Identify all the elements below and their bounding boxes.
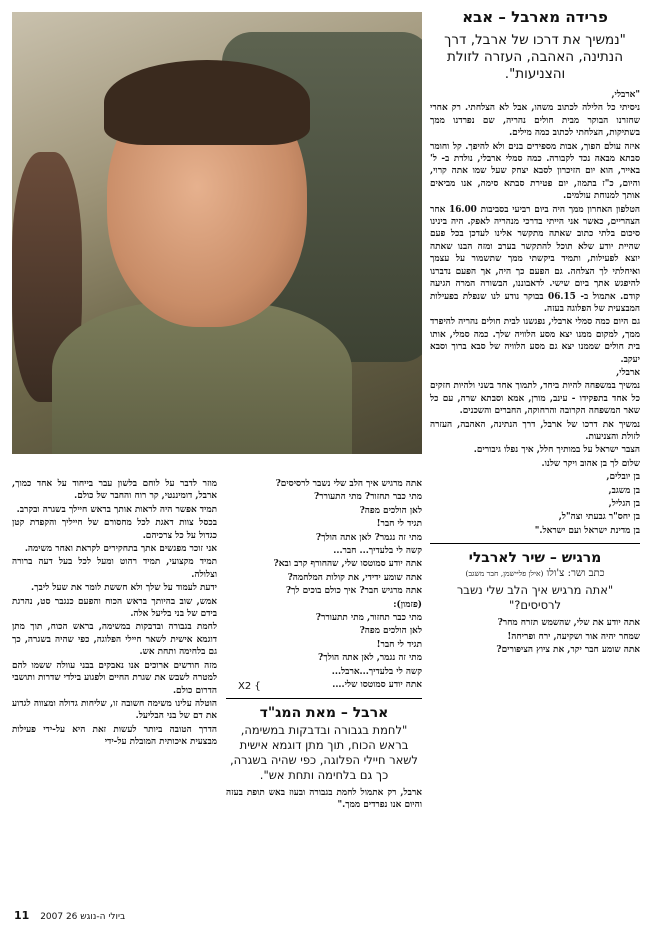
- unit-paragraph: ידעת לעמוד על שלך ולא חששת לומר את שעל ליבך.: [31, 583, 217, 594]
- unit-paragraph: מוזר לדבר על לוחם בלשון עבר בייחוד על אחד כמוך, ארבל, דומיננטי, קר רוח והחבר של כולם.: [12, 479, 217, 502]
- song-lines-middle: [226, 478, 422, 692]
- song-line: אתה יודע את שלי, שהשמש תזרח מחר?: [497, 618, 640, 629]
- unit-paragraph: אמש, שוב בהיותך בראש הכוח והפעם כנגבר סט, נהרגת בידם של בני בליעל אלה.: [12, 596, 217, 620]
- unit-body-left: [12, 478, 217, 749]
- unit-title: ארבל – מאת המג"ד: [259, 704, 389, 721]
- unit-paragraph: הוטלה עלינו משימה חשובה זו, שליחות גדולה ומצווה לגדוע את דם של בני הבליעל.: [12, 698, 217, 722]
- separator: [226, 698, 422, 699]
- unit-paragraph: הדרך הטובה ביותר לעשות זאת היא על-ידי פעילות מבצעית איכותית המובלת על-ידי: [12, 724, 217, 748]
- article-paragraph: בן משגב,: [608, 485, 640, 496]
- article-column-right: [430, 8, 640, 657]
- song-byline: [430, 568, 640, 579]
- article-column-left: [12, 478, 217, 750]
- article-paragraph: נמשיך במשפחה להיות ביחד, לתמוך אחד בשני ולהיות חזקים כל אחד בתפקידו - עינב, מורן, אמא וסבתא שרה, עם כל שאר המשפחה הקרובה והרחוקה, החברים והשכנים.: [430, 381, 640, 417]
- article-paragraph: "ארבלי,: [611, 90, 640, 100]
- hair-shape: [104, 60, 310, 145]
- song-line: קשה לי בלעדיך... חבר...: [333, 546, 422, 557]
- song-line: לאן הולכים מפה?: [359, 505, 422, 516]
- song-line: לאן הולכים מפה?: [359, 626, 422, 637]
- song-lines-right: [430, 617, 640, 656]
- article-paragraph: ניסיתי כל הלילה לכתוב משהו, אבל לא הצלחתי. רק אחרי שחזרנו הבוקר מבית חולים נהריה, שם נפרדנו ממך בשתיקות, הצלחתי לכתוב כמה מילים.: [430, 103, 640, 139]
- song-line: (פזמון):: [393, 599, 422, 610]
- article-paragraph: שלום לך בן אהוב ויקר שלנו.: [541, 458, 640, 469]
- article-column-middle: [226, 478, 422, 812]
- separator: [430, 543, 640, 544]
- song-byline-main: כתב ושר: צ'ולו: [546, 568, 605, 580]
- article-paragraph: בן יובלים,: [606, 472, 640, 483]
- unit-paragraph: לחמת בגבורה ובדבקות במשימה, בראש הכוח, תוך מתן דוגמא אישית לשאר חיילי הפלוגה, כפי שהיה בשגרה, כך גם בלחימה ותחת אש.: [12, 622, 217, 658]
- unit-paragraph: תמיד מקצועי, תמיד רהוט ומעל לכל בעל דעה ברורה וצלולה.: [12, 557, 217, 580]
- song-title: מרגיש – שיר לארבלי: [468, 550, 602, 567]
- unit-body-middle: [226, 787, 422, 812]
- repeat-mark: X2 {: [238, 681, 261, 692]
- unit-paragraph: אני זוכר מפגשים אתך בתחקירים לקראת ואחר משימה.: [24, 544, 217, 555]
- song-line: שמחר יהיה אור ושקיעה, ירח ופריחה!: [507, 631, 640, 642]
- article-paragraph: בן יחס"ר גבעתי וצה"ל,: [558, 512, 640, 523]
- page-number: 11: [14, 909, 30, 922]
- song-line: תגיד לי חבר!: [376, 519, 422, 530]
- page-footer: [14, 909, 125, 922]
- song-line: אתה מרגיש חבר? איך כולם בוכים לך?: [285, 586, 422, 597]
- article-paragraph: הצבר ישראל על במותיך חלל, איך נפלו גיבורים.: [473, 445, 640, 456]
- song-line: אתה שומע חבר יקר, את ציוץ הציפורים?: [496, 645, 640, 656]
- song-line: מתי זה נגמר, לאן אתה הולך?: [318, 653, 422, 664]
- article-paragraph: איזה עולם הפוך, אבות מספידים בנים ולא להיפך. קל וחומר סבתא מבאה נכד לקבורה. כמה סמלי ארבלי, נולדת ב- ל' באייר, הוא יום הזיכרון לסבא יצחק שעל שמו אתה קרוי, והיום, כ"ז בתמוז, יום פטירת סבתא סימה, אנו מביאים אותך למנוחת עולמים.: [430, 141, 640, 202]
- footer-publication: ה-נוגש: [80, 912, 106, 922]
- article-paragraph: בן מדינת ישראל ועם ישראל.": [534, 525, 640, 536]
- song-line: אתה שומע ידידי, את קולות המלחמה?: [287, 572, 422, 583]
- article-title: פרידה מארבל – אבא: [462, 8, 608, 26]
- article-paragraph: בן הגליל,: [608, 499, 640, 509]
- song-line: אתה יודע סמוטסו שלי, שהחורף קרב ובא?: [273, 559, 422, 570]
- article-paragraph: הטלפון האחרון ממך היה ביום רביעי בסביבות 16.00 אחר הצהריים, כאשר אני הייתי בדרכי מנהריה לאפק. היה בינינו סיכום בלתי כתוב שאתה מתקשר אלינו לעדכן בכל פעם שהיית יודע שלא תוכל להתקשר בערב ומזה הבנו שאתה יוצא לפעילות, ותמיד ביקשתי ממך שתשמור על עצמך ואיחלתי לך הצלחה. גם הפעם כך היה, אך הפעם נדברנו להיפגש אתך ביום שישי. לדאבוננו, הבשורה המרה הגיעה קודם. אתמול ב- 06.15 בבוקר נודע לנו שנפלת בפעילות המבצעית של הפלוגה בעזה.: [430, 204, 641, 314]
- song-line: תגיד לי חבר!: [376, 639, 422, 650]
- song-line: אתה יודע סמוטסו שלי....: [332, 680, 422, 691]
- song-byline-small: (אילן פליישמן, חבר משגב): [465, 569, 544, 579]
- article-pull-quote: "נמשיך את דרכו של ארבל, דרך הנתינה, האהבה, העזרה לזולת והצניעות".: [444, 32, 626, 82]
- unit-paragraph: ארבל, רק אתמול לחמת בגבורה ובעוז באש תופת בעזה והיום אנו נפרדים ממך.": [226, 787, 422, 810]
- unit-paragraph: בכסל צוות דאגת לכל מחסורם של חייליך והקפדת קטן כגדול על כל צרכיהם.: [12, 518, 217, 541]
- song-line: מתי כבר תחזור, מתי תתעורר?: [315, 613, 422, 624]
- song-line: מתי כבר תחזור? מתי התעורר?: [313, 492, 422, 503]
- song-line: קשה לי בלעדיך...ארבל...: [331, 666, 422, 677]
- unit-pull-quote: "לחמת בגבורה ובדבקות במשימה, בראש הכוח, תוך מתן דוגמא אישית לשאר חיילי הפלוגה, כפי שהיה בשגרה, כך גם בלחימה ותחת אש".: [230, 722, 418, 782]
- soldier-photo: [12, 12, 422, 454]
- unit-paragraph: תמיד אפשר היה לראות אותך בראש חיילך בשגרה ובקרב.: [16, 504, 217, 515]
- article-paragraph: ארבלי,: [616, 367, 640, 378]
- article-body: [430, 89, 640, 537]
- song-line: מתי זה נגמר? לאן אתה הולך?: [315, 532, 422, 543]
- song-pull-quote: "אתה מרגיש איך הלב שלי נשבר לרסיסים?": [456, 583, 614, 613]
- song-line: אתה מרגיש איך הלב שלי נשבר לרסיסים?: [275, 479, 422, 489]
- footer-date: 2007 26 ביולי: [40, 912, 126, 922]
- article-paragraph: נמשיך את דרכו של ארבל, דרך הנתינה, האהבה, העזרה לזולת והצניעות.: [430, 419, 640, 442]
- article-paragraph: גם היום כמה סמלי ארבלי, נפגשנו לבית חולים נהריה להיפרד ממך, למקום ממנו יצא מסע הלוויה שלך. כמה סמלי, אותו בית חולים שממנו יצא גם מסע הלוויה של סבא ברוך וסבא יעקב.: [430, 317, 640, 365]
- unit-paragraph: מזה חודשים ארוכים אנו נאבקים בבני עוולה ששמו להם למטרה לשבש את שגרת החיים ולפגוע בילדי שדרות ותושבי הדרום כולם.: [12, 660, 217, 696]
